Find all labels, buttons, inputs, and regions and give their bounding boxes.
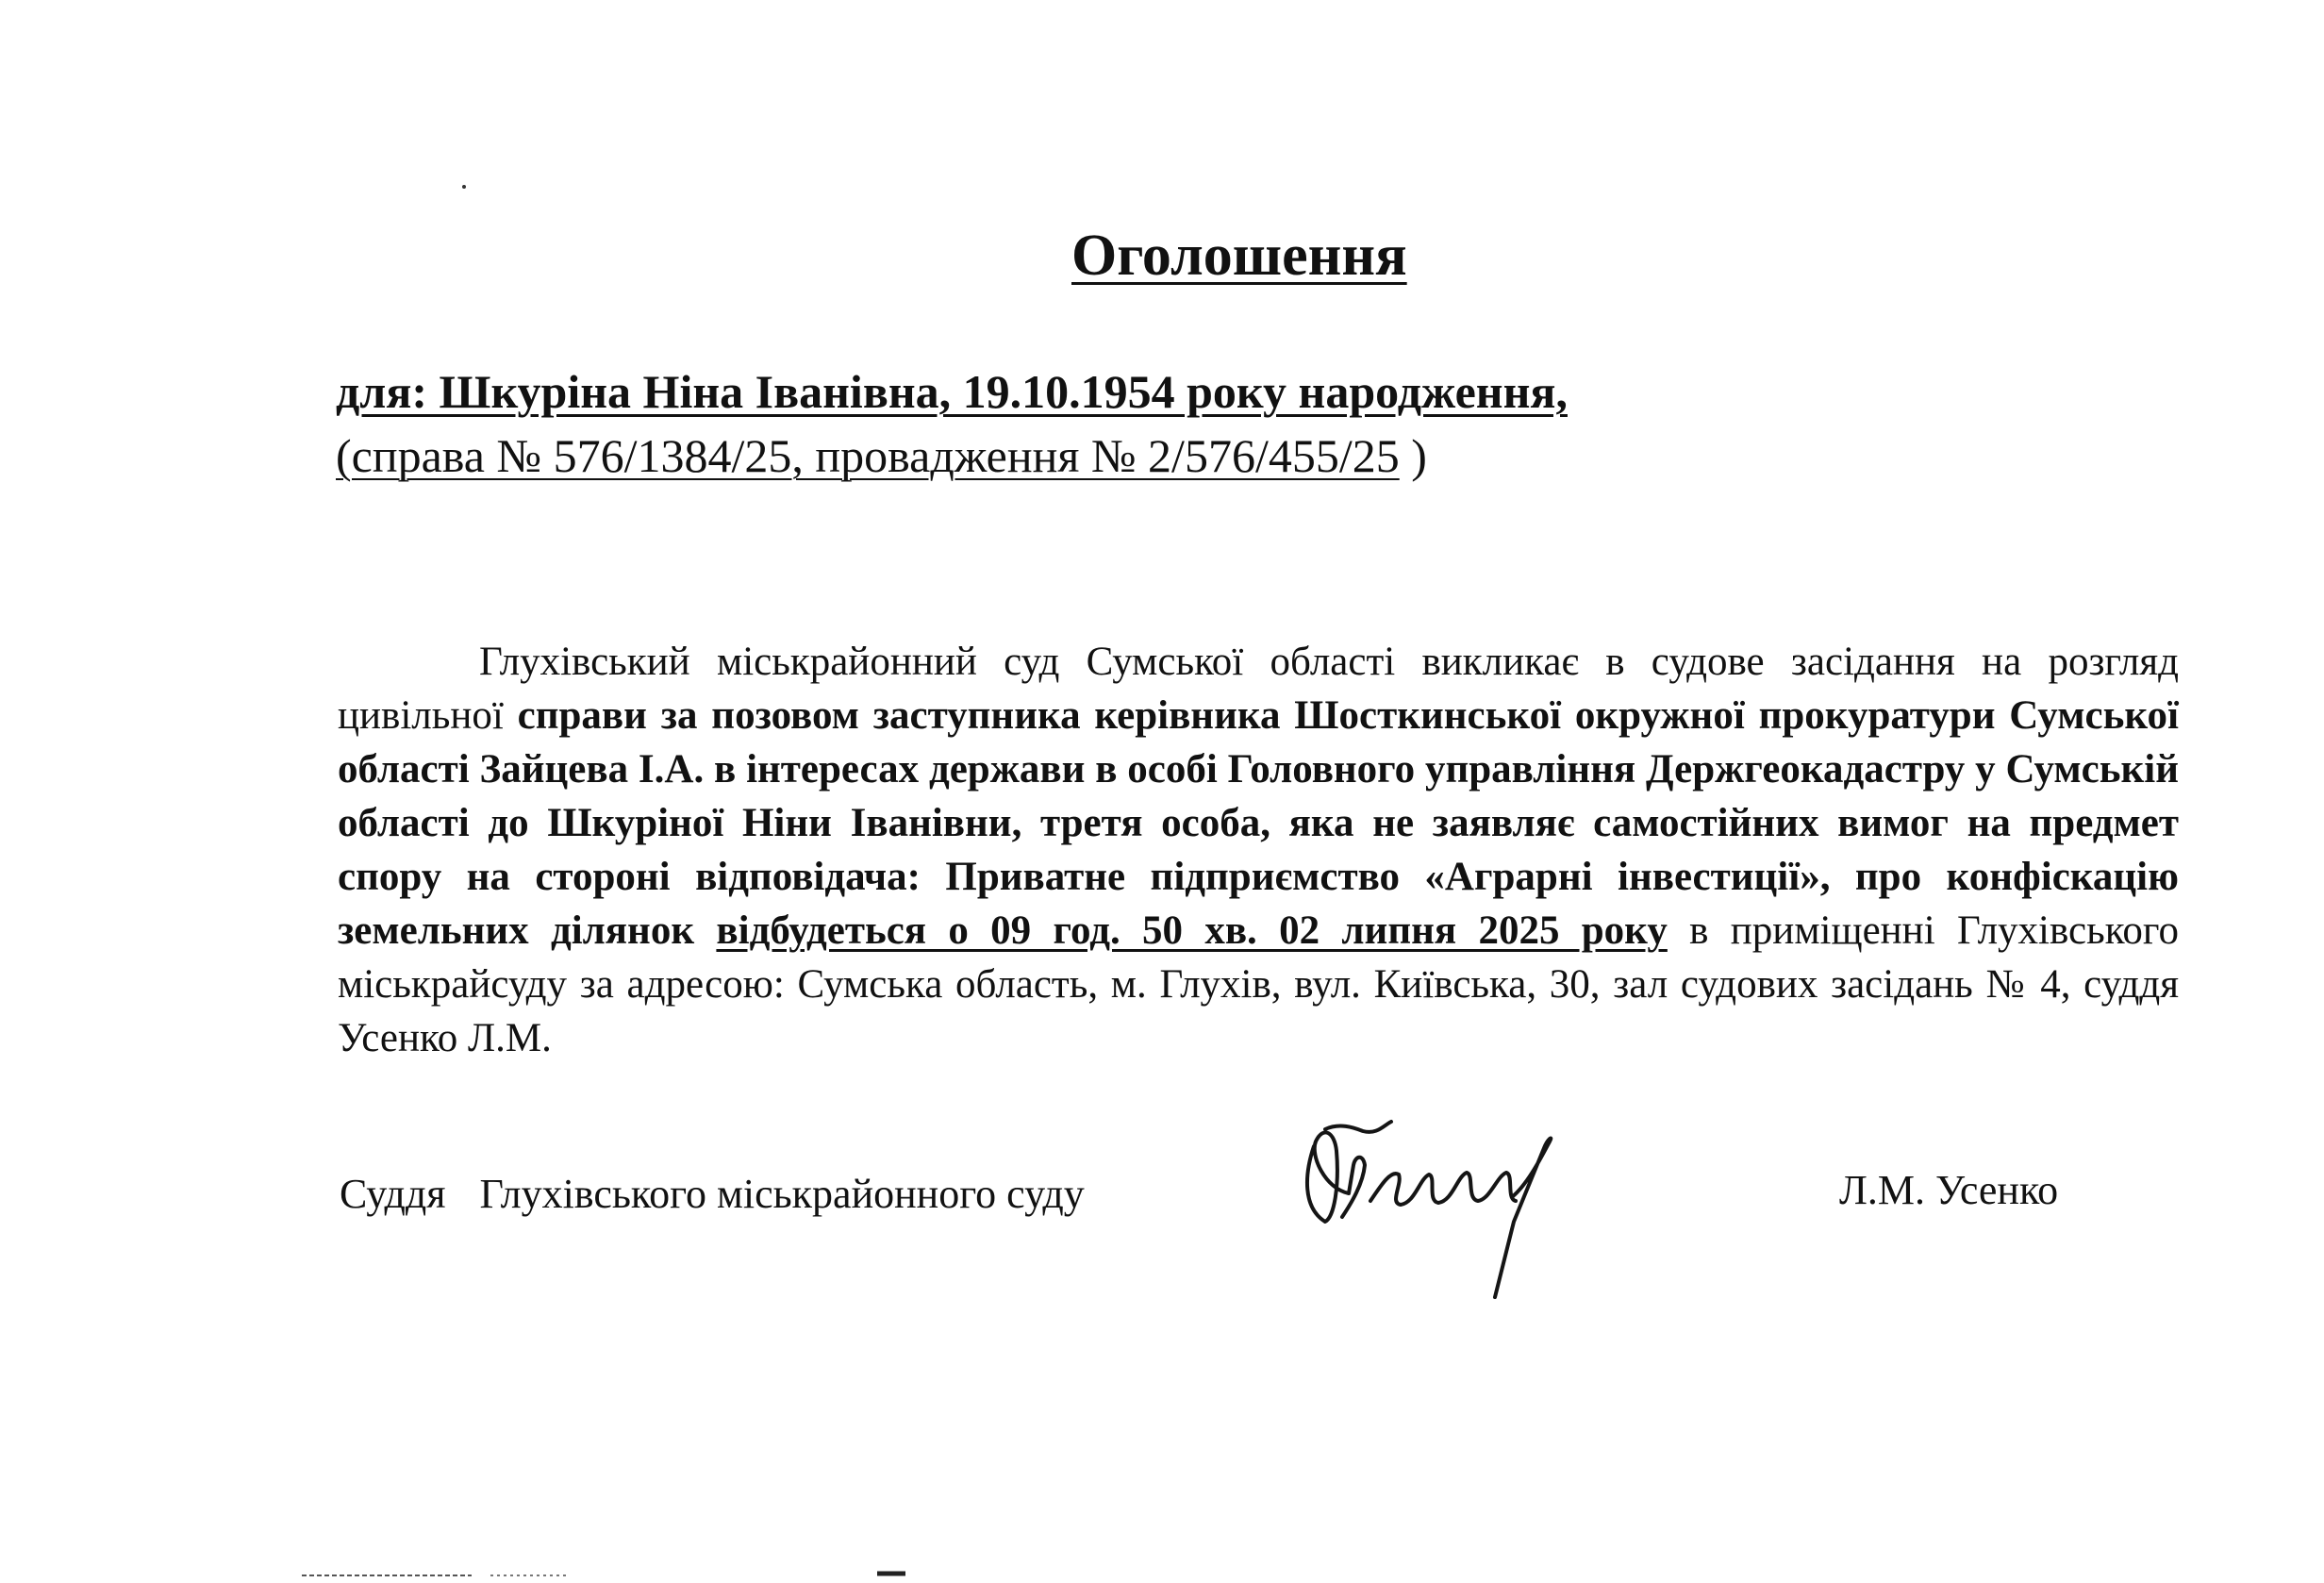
signature-court: Глухівського міськрайонного суду	[479, 1171, 1085, 1217]
case-reference-close: )	[1399, 429, 1427, 482]
notice-title: Оголошення	[1071, 224, 1407, 288]
case-reference	[336, 428, 1427, 483]
scan-artifact-marks	[302, 1570, 1019, 1579]
case-reference-numbers: (справа № 576/1384/25, провадження № 2/576/455/25	[336, 429, 1400, 482]
body-case-description: справи за позовом заступника керівника Шосткинської окружної прокуратури Сумської області Зайцева І.А. в інтересах держави в особі Головного управління Держгеокадастру у Сумській області до Шкуріної Ніни Іванівни, третя особа, яка не заявляє самостійних вимог на предмет спору на стороні відповідача: Приватне підприємство «Аграрні інвестиції», про конфіскацію земельних ділянок	[338, 693, 2179, 953]
scan-speck	[462, 185, 466, 189]
body-intro: Глухівський міськрайонний суд Сумської області викликає в судове засідання на розгляд цивільної	[338, 640, 2179, 738]
body-location: в приміщенні Глухівського міськрайсуду за адресою: Сумська область, м. Глухів, вул. Київська, 30, зал судових засідань № 4, суддя Усенко Л.М.	[338, 908, 2180, 1060]
signer-name: Л.М. Усенко	[1839, 1167, 2059, 1213]
body-hearing-datetime: відбудеться о 09 год. 50 хв. 02 липня 2025 року	[716, 908, 1668, 953]
signature-label	[340, 1170, 1085, 1218]
handwritten-signature	[1297, 1118, 1608, 1307]
notice-body	[338, 635, 2179, 1065]
addressee-line: для: Шкуріна Ніна Іванівна, 19.10.1954 року народження,	[336, 365, 1568, 418]
signature-role: Суддя	[340, 1171, 446, 1217]
